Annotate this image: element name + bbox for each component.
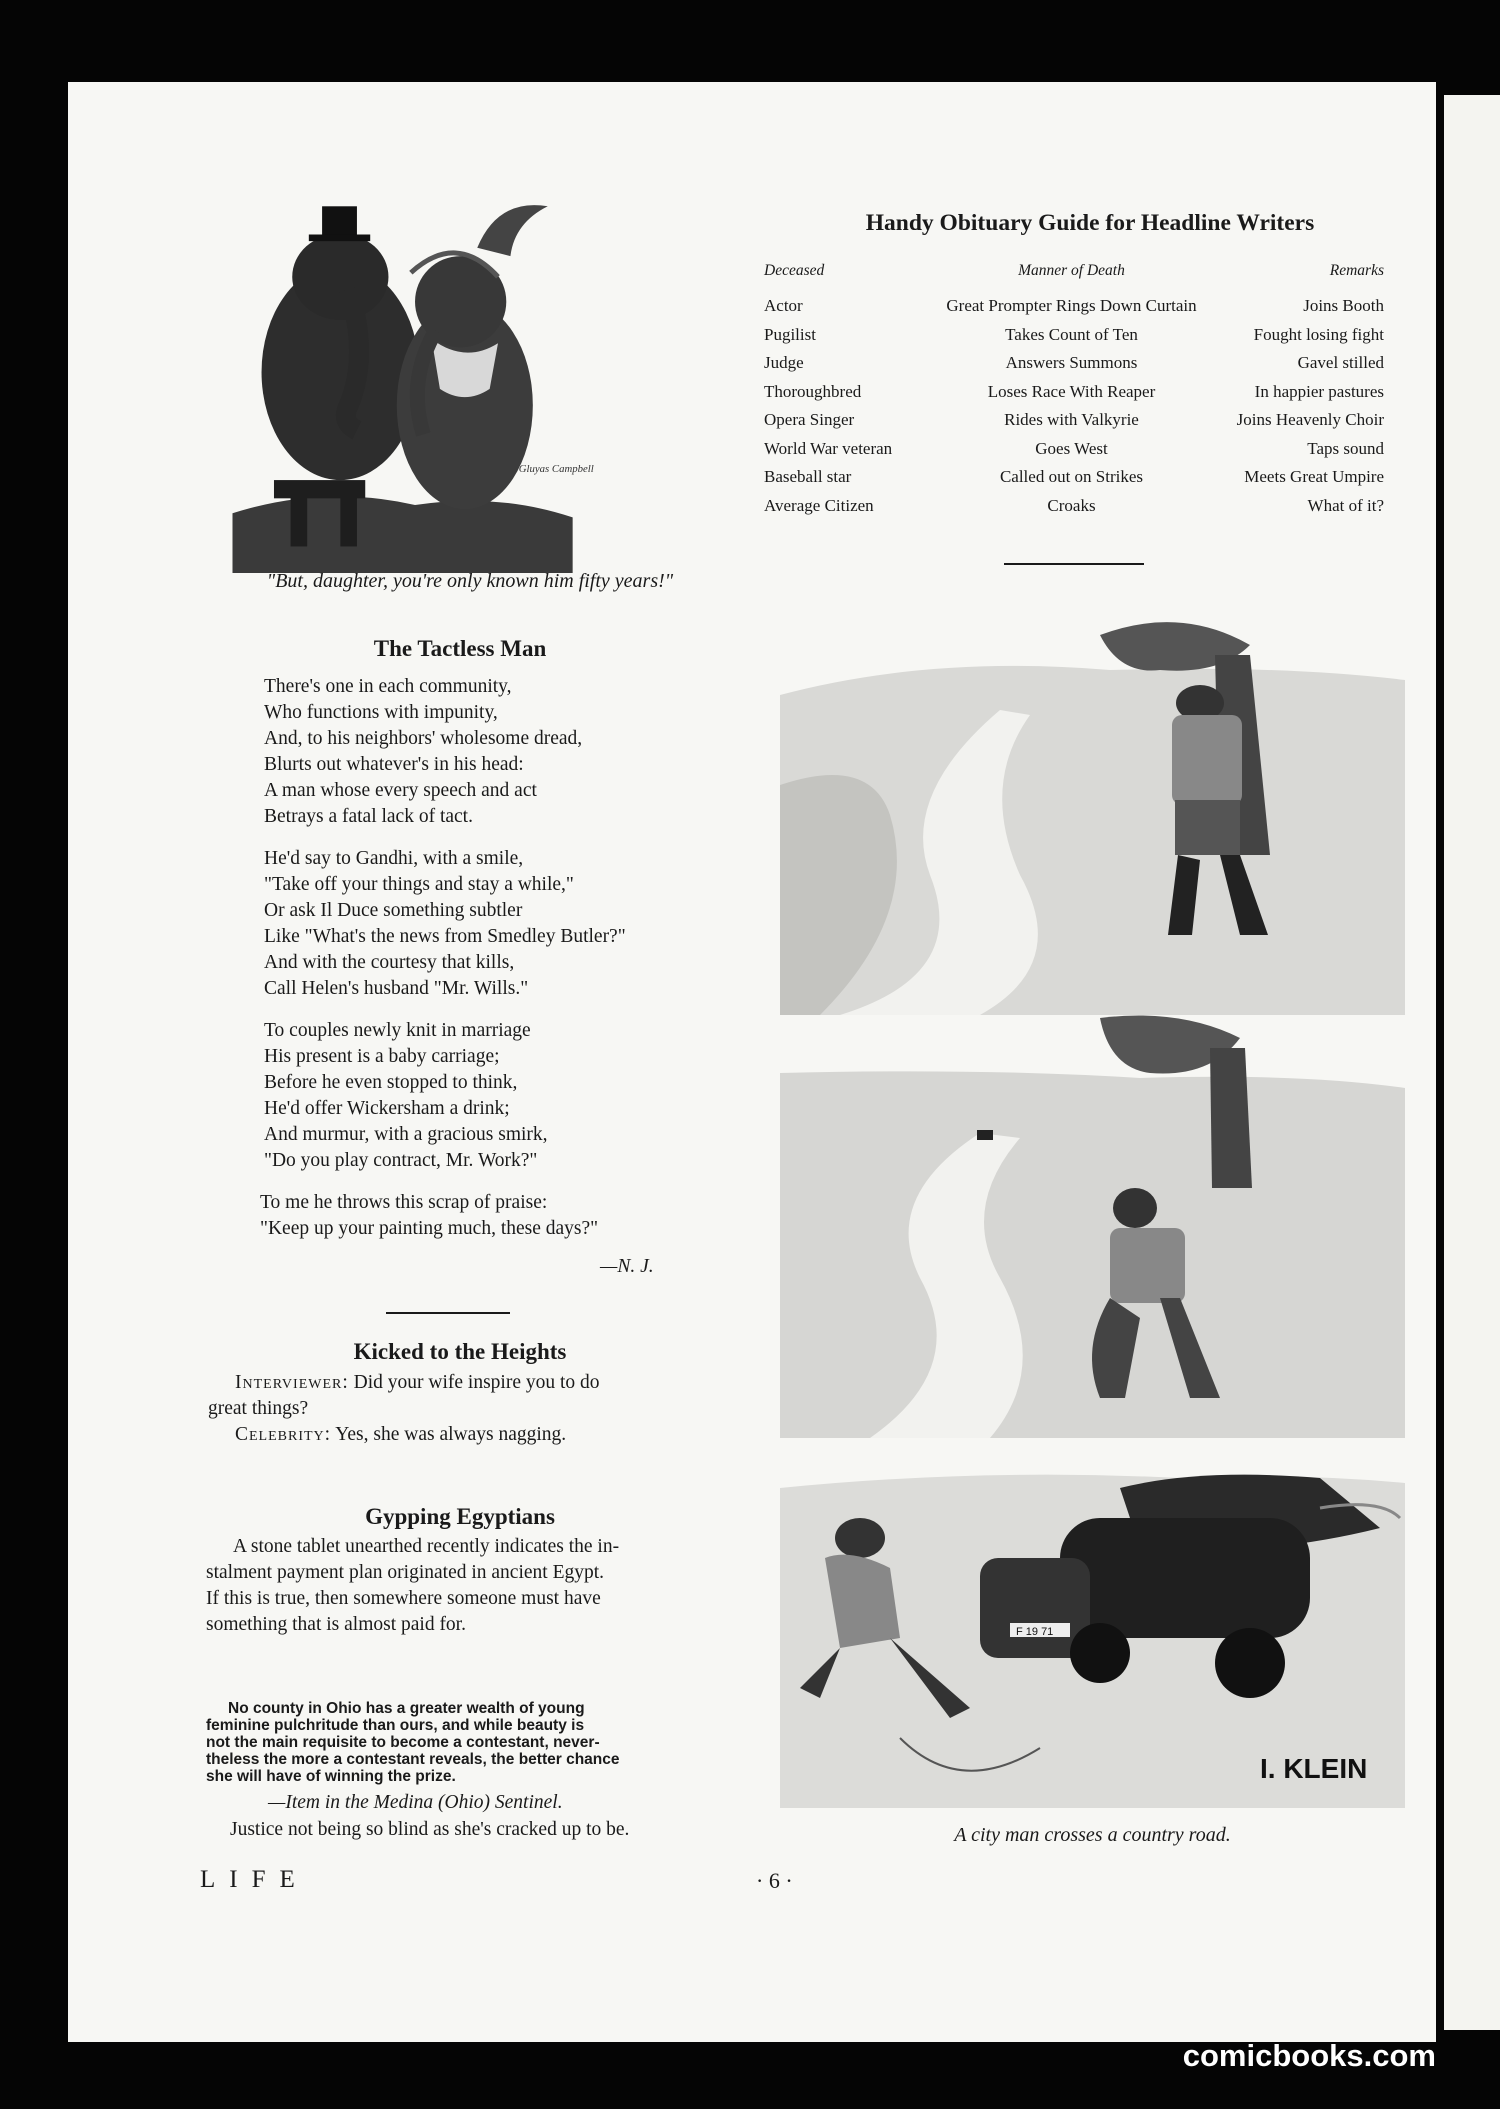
gypping-line: A stone tablet unearthed recently indicates the in- (233, 1536, 620, 1557)
cell: In happier pastures (1254, 381, 1384, 401)
cell: Pugilist (764, 324, 816, 344)
item-line: she will have of winning the prize. (206, 1768, 456, 1785)
cell: Rides with Valkyrie (1004, 410, 1139, 430)
country-road-panel-3 (780, 1448, 1405, 1808)
cell: Joins Heavenly Choir (1236, 410, 1384, 430)
cell: Goes West (1035, 438, 1108, 458)
poem-body (260, 674, 704, 1242)
speaker-celebrity: Celebrity: (235, 1424, 332, 1445)
poem-line: And with the courtesy that kills, (264, 952, 515, 973)
table-row (764, 321, 1384, 350)
item-line: No county in Ohio has a greater wealth of young (228, 1700, 585, 1717)
obituary-title: Handy Obituary Guide for Headline Writers (865, 210, 1315, 236)
poem-line: There's one in each community, (264, 676, 512, 697)
poem-line: He'd offer Wickersham a drink; (264, 1098, 510, 1119)
kicked-line: great things? (208, 1398, 309, 1419)
poem-line: Blurts out whatever's in his head: (264, 754, 524, 775)
country-road-panel-1 (780, 615, 1405, 1015)
item-line: feminine pulchritude than ours, and while beauty is (206, 1717, 585, 1734)
cell: Takes Count of Ten (1005, 324, 1138, 344)
item-line: theless the more a contestant reveals, the better chance (206, 1751, 620, 1768)
divider (386, 1312, 510, 1314)
elephant-caption: "But, daughter, you're only known him fifty years!" (266, 570, 674, 592)
item-clipping (206, 1700, 701, 1785)
cell: Meets Great Umpire (1244, 467, 1384, 487)
item-line: not the main requisite to become a contestant, never- (206, 1734, 600, 1751)
cell: Taps sound (1307, 438, 1384, 458)
magazine-title: LIFE (200, 1866, 309, 1893)
table-row (764, 406, 1384, 435)
poem-line: "Do you play contract, Mr. Work?" (264, 1150, 538, 1171)
kicked-title: Kicked to the Heights (353, 1339, 567, 1364)
cell: Thoroughbred (764, 381, 862, 401)
kicked-line: Did your wife inspire you to do (348, 1372, 600, 1393)
table-row (764, 349, 1384, 378)
gypping-line: stalment payment plan originated in ancient Egypt. (206, 1562, 605, 1583)
table-row (764, 292, 1384, 321)
col-remarks: Remarks (1329, 262, 1384, 279)
item-comment: Justice not being so blind as she's cracked up to be. (230, 1819, 630, 1840)
cell: Called out on Strikes (999, 467, 1144, 487)
cell: Fought losing fight (1253, 324, 1384, 344)
facing-page-edge (1444, 95, 1500, 2030)
poem-line: Like "What's the news from Smedley Butler?" (264, 926, 626, 947)
divider (1004, 563, 1144, 565)
page-number: · 6 · (756, 1868, 793, 1893)
col-manner: Manner of Death (1018, 262, 1125, 279)
cell: Baseball star (764, 467, 852, 487)
poem-stanza (260, 1190, 704, 1242)
kicked-line: Yes, she was always nagging. (331, 1424, 567, 1445)
cell: Loses Race With Reaper (987, 381, 1156, 401)
cell: Actor (764, 296, 803, 316)
poem-line: Before he even stopped to think, (264, 1072, 518, 1093)
gypping-line: If this is true, then somewhere someone must have (206, 1588, 601, 1609)
obituary-table (764, 262, 1384, 520)
poem-title: The Tactless Man (373, 636, 547, 661)
poem-line: His present is a baby carriage; (264, 1046, 500, 1067)
obituary-header-row (764, 262, 1384, 292)
gypping-title: Gypping Egyptians (365, 1504, 555, 1529)
poem-line: To couples newly knit in marriage (264, 1020, 531, 1041)
cell: What of it? (1307, 495, 1384, 515)
artist-signature: I. KLEIN (1260, 1753, 1368, 1784)
poem-stanza (264, 674, 704, 830)
cell: World War veteran (764, 438, 893, 458)
poem-line: "Take off your things and stay a while," (264, 874, 574, 895)
cell: Opera Singer (764, 410, 855, 430)
poem-line: Betrays a fatal lack of tact. (264, 806, 473, 827)
cell: Gavel stilled (1297, 353, 1384, 373)
cell: Judge (764, 353, 804, 373)
poem-line: And, to his neighbors' wholesome dread, (264, 728, 583, 749)
speaker-interviewer: Interviewer: (235, 1372, 349, 1393)
poem-line: "Keep up your painting much, these days?" (260, 1218, 599, 1239)
gypping-line: something that is almost paid for. (206, 1614, 466, 1635)
poem-line: To me he throws this scrap of praise: (260, 1192, 548, 1213)
gypping-body (206, 1534, 716, 1638)
table-row (764, 435, 1384, 464)
item-source: —Item in the Medina (Ohio) Sentinel. (268, 1792, 563, 1813)
poem-line: Or ask Il Duce something subtler (264, 900, 523, 921)
poem-line: And murmur, with a gracious smirk, (264, 1124, 548, 1145)
watermark: comicbooks.com (1182, 2038, 1436, 2073)
cell: Great Prompter Rings Down Curtain (946, 296, 1197, 316)
city-cartoon-caption: A city man crosses a country road. (954, 1824, 1231, 1846)
table-row (764, 378, 1384, 407)
table-row (764, 463, 1384, 492)
elephant-cartoon (218, 198, 594, 573)
cartoon-signature: Gluyas Campbell (518, 462, 594, 475)
cell: Average Citizen (764, 495, 874, 515)
poem-line: Call Helen's husband "Mr. Wills." (264, 978, 529, 999)
kicked-body (208, 1370, 713, 1448)
poem-stanza (264, 1018, 704, 1174)
table-row (764, 492, 1384, 521)
poem-signature: —N. J. (600, 1256, 654, 1277)
cell: Joins Booth (1303, 296, 1384, 316)
poem-line: He'd say to Gandhi, with a smile, (264, 848, 524, 869)
license-plate: F 19 71 (1016, 1626, 1054, 1638)
poem-stanza (264, 846, 704, 1002)
cell: Croaks (1047, 495, 1096, 515)
cell: Answers Summons (1005, 353, 1138, 373)
country-road-panel-2 (780, 1018, 1405, 1438)
poem-line: A man whose every speech and act (264, 780, 537, 801)
poem-line: Who functions with impunity, (264, 702, 498, 723)
col-deceased: Deceased (764, 262, 825, 279)
